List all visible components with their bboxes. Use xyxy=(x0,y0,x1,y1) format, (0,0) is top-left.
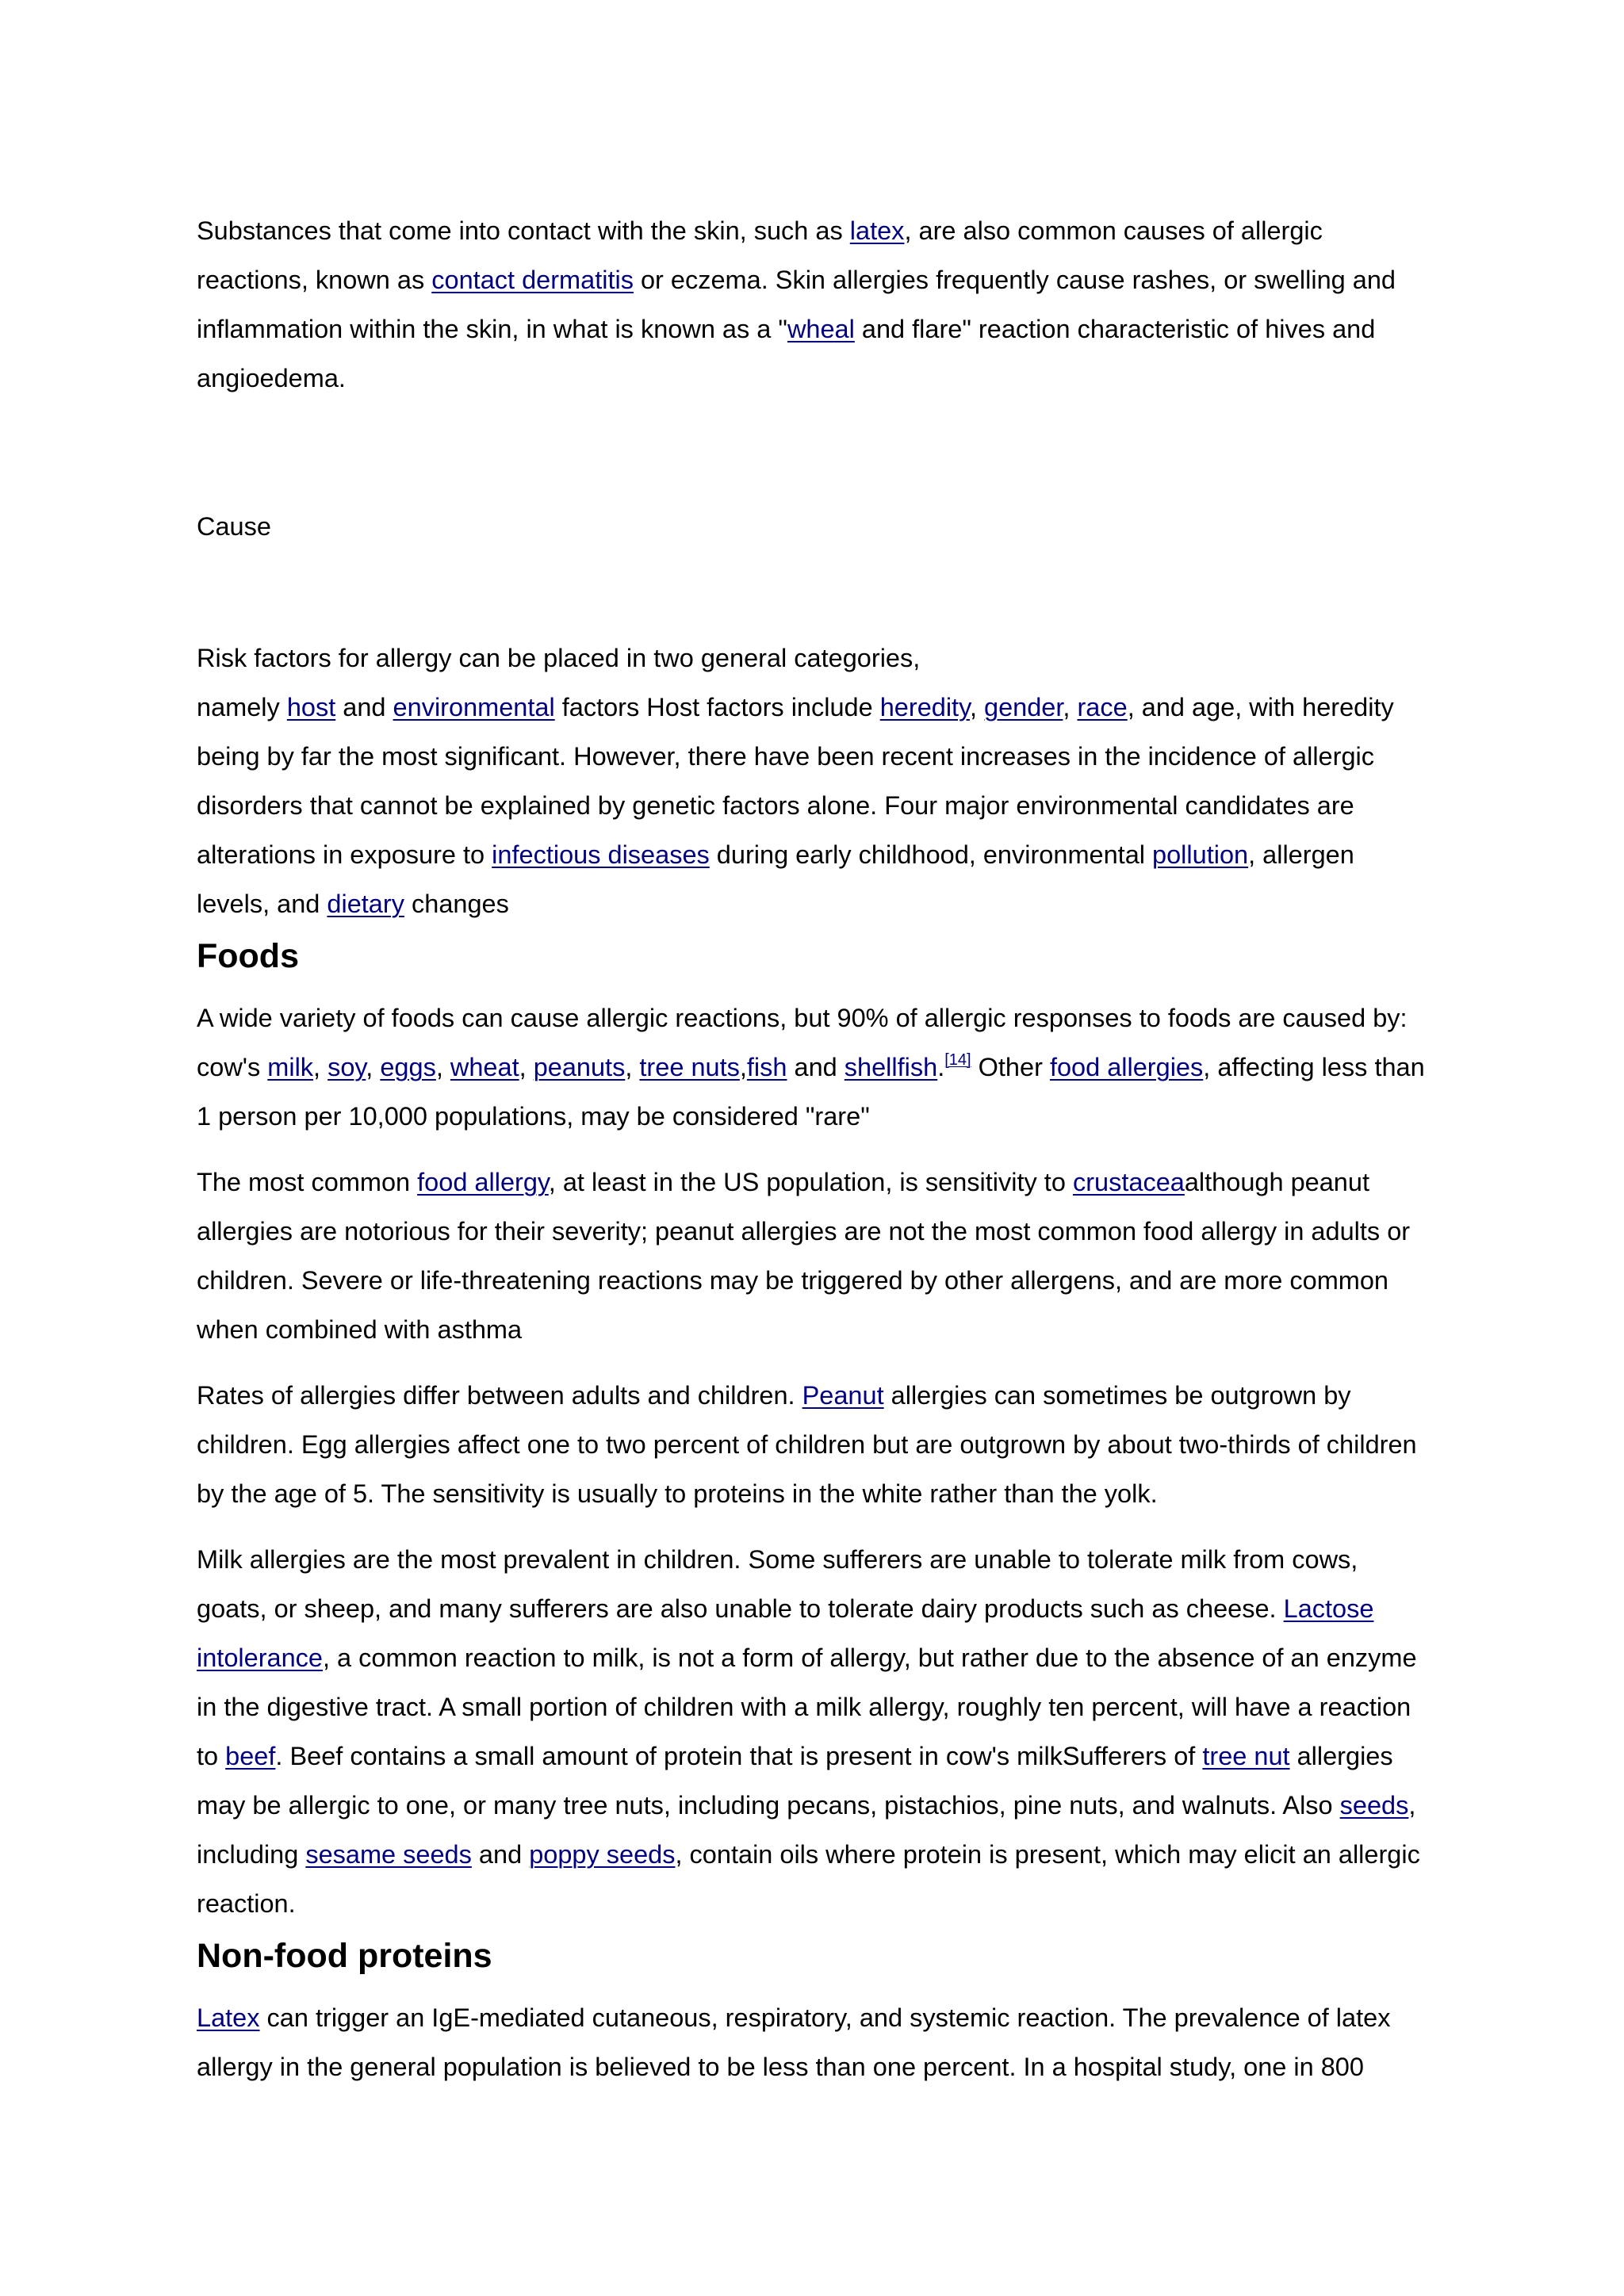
link-contact-dermatitis[interactable]: contact dermatitis xyxy=(431,266,634,294)
link-infectious-diseases[interactable]: infectious diseases xyxy=(492,840,710,869)
text: , at least in the US population, is sensitivity to xyxy=(548,1168,1073,1196)
text: factors Host factors include xyxy=(554,693,880,721)
text: . Beef contains a small amount of protein that is present in cow's milkSufferers of xyxy=(275,1742,1203,1770)
text: Rates of allergies differ between adults and children. xyxy=(197,1381,802,1410)
link-eggs[interactable]: eggs xyxy=(380,1053,436,1081)
link-soy[interactable]: soy xyxy=(327,1053,366,1081)
text: changes xyxy=(404,890,509,918)
text: can trigger an IgE-mediated cutaneous, respiratory, and systemic reaction. The prevalence of latex allergy in the general population is believed to be less than one percent. In a hospital study, one in 800 xyxy=(197,2003,1391,2081)
citation-link[interactable]: [14] xyxy=(944,1051,971,1069)
text: , xyxy=(313,1053,328,1081)
document-page xyxy=(197,206,1434,2091)
link-dietary[interactable]: dietary xyxy=(327,890,404,918)
text: and flare" reaction characteristic of hives and angioedema. xyxy=(197,315,1376,392)
paragraph-risk-factors xyxy=(197,633,1434,928)
citation xyxy=(944,1051,971,1069)
spacer xyxy=(197,551,1434,633)
text: allergies can sometimes be outgrown by children. Egg allergies affect one to two percent of children but are outgrown by about two-thirds of children by the age of 5. The sensitivity is usually to proteins in the white rather than the yolk. xyxy=(197,1381,1417,1508)
text: , xyxy=(1063,693,1078,721)
link-sesame-seeds[interactable]: sesame seeds xyxy=(305,1840,472,1869)
text: Milk allergies are the most prevalent in children. Some sufferers are unable to tolerate milk from cows, goats, or sheep, and many sufferers are also unable to tolerate dairy products such as cheese. xyxy=(197,1545,1358,1623)
text: The most common xyxy=(197,1168,418,1196)
text: Risk factors for allergy can be placed in two general categories, xyxy=(197,644,921,672)
text: , xyxy=(625,1053,640,1081)
text: , a common reaction to milk, is not a form of allergy, but rather due to the absence of an enzyme in the digestive tract. A small portion of children with a milk allergy, roughly ten percent, will have a reaction to xyxy=(197,1644,1417,1770)
link-peanuts[interactable]: peanuts xyxy=(533,1053,626,1081)
link-shellfish[interactable]: shellfish xyxy=(844,1053,938,1081)
link-seeds[interactable]: seeds xyxy=(1339,1791,1409,1820)
link-environmental[interactable]: environmental xyxy=(393,693,555,721)
paragraph-food-causes xyxy=(197,993,1434,1141)
text: , xyxy=(739,1053,747,1081)
link-wheal[interactable]: wheal xyxy=(787,315,855,343)
text: , affecting less than 1 person per 10,000 populations, may be considered "rare" xyxy=(197,1053,1425,1131)
text: although peanut allergies are notorious for their severity; peanut allergies are not the most common food allergy in adults or children. Severe or life-threatening reactions may be triggered by other allergens, and are more common when combined with asthma xyxy=(197,1168,1411,1344)
text: A wide variety of foods can cause allergic reactions, but 90% of allergic responses to foods are caused by: cow's xyxy=(197,1004,1408,1081)
link-crustacea[interactable]: crustacea xyxy=(1072,1168,1185,1196)
text: Other xyxy=(971,1053,1050,1081)
link-heredity[interactable]: heredity xyxy=(879,693,970,721)
heading-non-food-proteins: Non-food proteins xyxy=(197,1937,492,1975)
text: during early childhood, environmental xyxy=(709,840,1153,869)
text: , contain oils where protein is present, which may elicit an allergic reaction. xyxy=(197,1840,1420,1918)
text: , xyxy=(366,1053,381,1081)
link-pollution[interactable]: pollution xyxy=(1152,840,1249,869)
link-tree-nut[interactable]: tree nut xyxy=(1202,1742,1290,1770)
text: allergies may be allergic to one, or many tree nuts, including pecans, pistachios, pine nuts, and walnuts. Also xyxy=(197,1742,1393,1820)
link-host[interactable]: host xyxy=(286,693,336,721)
text: and xyxy=(471,1840,530,1869)
link-peanut[interactable]: Peanut xyxy=(802,1381,884,1410)
text: and xyxy=(335,693,393,721)
text: , xyxy=(435,1053,450,1081)
link-beef[interactable]: beef xyxy=(225,1742,276,1770)
text: and xyxy=(787,1053,845,1081)
text: or eczema. Skin allergies frequently cause rashes, or swelling and inflammation within the skin, in what is known as a " xyxy=(197,266,1396,343)
link-wheat[interactable]: wheat xyxy=(450,1053,519,1081)
link-food-allergies[interactable]: food allergies xyxy=(1049,1053,1204,1081)
paragraph-contact-allergies xyxy=(197,206,1434,403)
spacer xyxy=(197,419,1434,502)
link-poppy-seeds[interactable]: poppy seeds xyxy=(529,1840,676,1869)
paragraph-allergy-rates xyxy=(197,1371,1434,1518)
text: Substances that come into contact with the skin, such as xyxy=(197,216,850,245)
paragraph-latex xyxy=(197,1993,1434,2091)
link-food-allergy[interactable]: food allergy xyxy=(417,1168,549,1196)
link-race[interactable]: race xyxy=(1077,693,1128,721)
text: , xyxy=(519,1053,534,1081)
paragraph-milk-allergies xyxy=(197,1535,1434,1928)
link-latex-allergy[interactable]: Latex xyxy=(197,2003,260,2032)
link-tree-nuts[interactable]: tree nuts xyxy=(639,1053,740,1081)
link-fish[interactable]: fish xyxy=(746,1053,787,1081)
paragraph-common-food-allergy xyxy=(197,1158,1434,1354)
text: , allergen levels, and xyxy=(197,840,1354,918)
text: . xyxy=(937,1053,945,1081)
text: , including xyxy=(197,1791,1416,1869)
link-milk[interactable]: milk xyxy=(267,1053,314,1081)
cause-label: Cause xyxy=(197,512,271,541)
text: , and age, with heredity being by far the most significant. However, there have been recent increases in the incidence of allergic disorders that cannot be explained by genetic factors alone. Four major environmental candidates are alterations in exposure to xyxy=(197,693,1394,869)
link-lactose-intolerance[interactable]: Lactose intolerance xyxy=(197,1594,1374,1672)
text: namely xyxy=(197,693,287,721)
link-gender[interactable]: gender xyxy=(984,693,1063,721)
heading-foods: Foods xyxy=(197,937,299,975)
link-latex[interactable]: latex xyxy=(849,216,905,245)
text: , are also common causes of allergic reactions, known as xyxy=(197,216,1323,294)
text: , xyxy=(969,693,984,721)
